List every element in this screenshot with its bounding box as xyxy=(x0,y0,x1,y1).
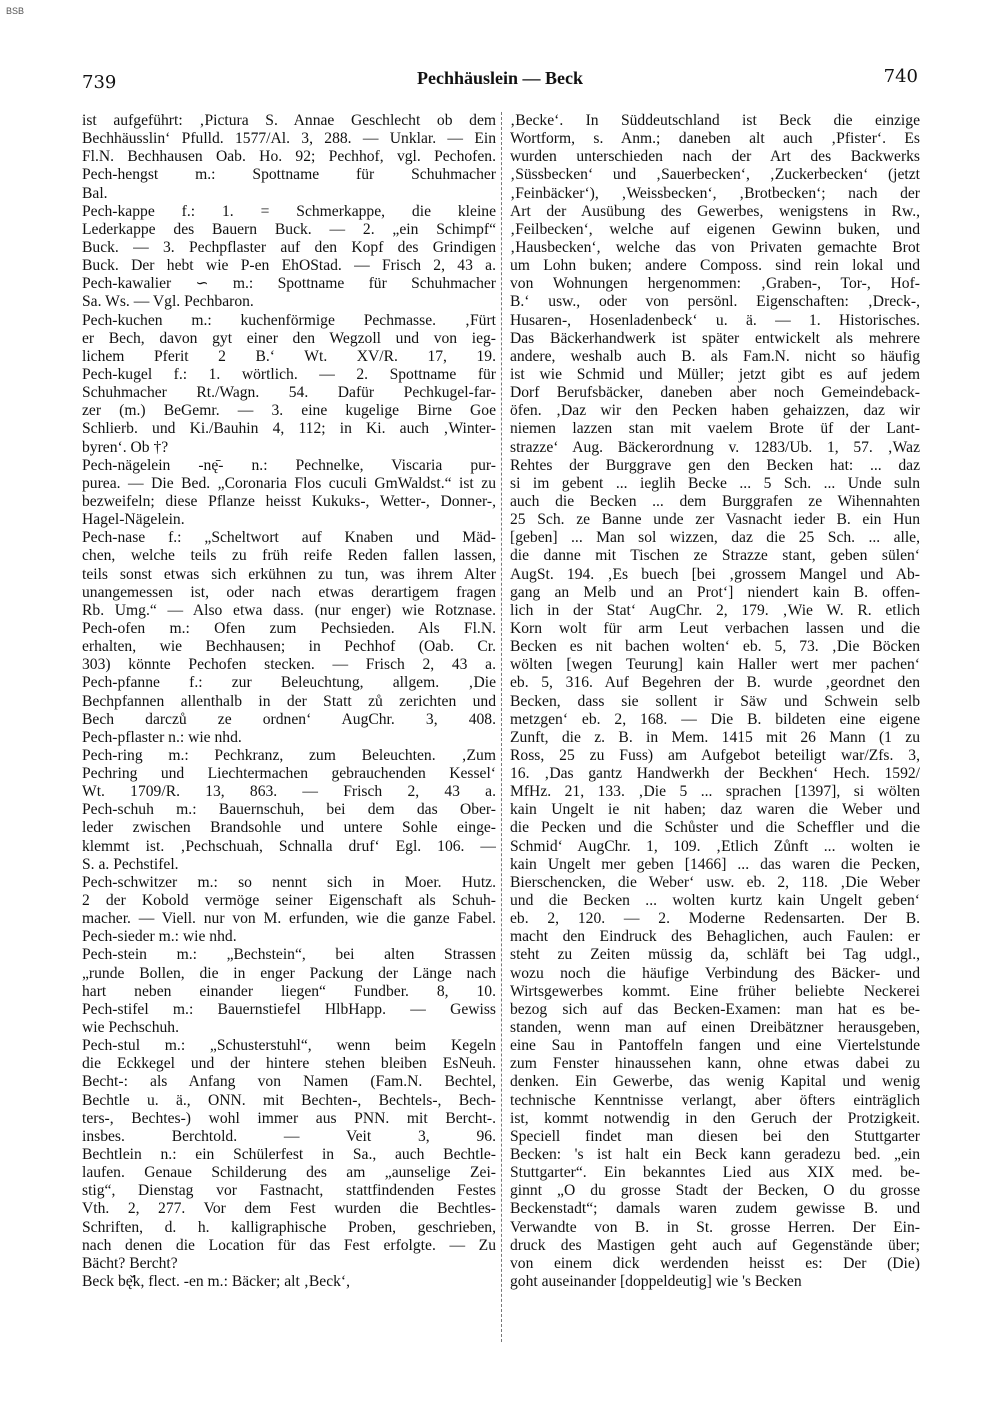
text-line: Dorf Berufsbäcker, daneben aber noch Gemeindeback- xyxy=(510,384,920,402)
text-line: teils sonst etwas sich erkühnen zu tun, was ihrem Alter xyxy=(82,565,496,583)
text-line: ters-, Bechtes-) wohl immer aus PNN. mit Bercht-. xyxy=(82,1109,496,1127)
text-line: ‚Becke‘. In Süddeutschland ist Beck die einzige xyxy=(510,112,920,129)
right-column xyxy=(510,112,920,1291)
text-line: B.‘ usw., oder von persönl. Eigenschaften: ‚Dreck-, xyxy=(510,293,920,311)
text-line: 25 Sch. ze Banne unde zer Vasnacht ieder B. ein Hun xyxy=(510,511,920,529)
text-line: Pech-kappe f.: 1. = Schmerkappe, die kleine xyxy=(82,202,496,220)
running-head: Pechhäuslein — Beck xyxy=(416,68,583,88)
text-line: Bechhäusslin‘ Pfulld. 1577/Al. 3, 288. — Unklar. — Ein xyxy=(82,130,496,148)
text-line: eb. 5, 316. Auf Begehren der B. wurde ‚geordnet den xyxy=(510,674,920,692)
text-line: Hagel-Nägelein. xyxy=(82,511,185,529)
text-line: Bal. xyxy=(82,184,108,202)
text-line: denken. Ein Gewerbe, das wenig Kapital und wenig xyxy=(510,1073,920,1091)
text-line: macher. — Viell. nur von M. erfunden, wie die ganze Fabel. xyxy=(82,910,496,928)
text-line: stig“, Dienstag vor Fastnacht, stattfindenden Festes xyxy=(82,1182,496,1200)
text-line: Sa. Ws. — Vgl. Pechbaron. xyxy=(82,293,254,311)
text-line: hart neben einander liegen“ Fundber. 8, 10. xyxy=(82,982,496,1000)
text-line: Ross, 25 zu Fuss) am Aufgebot beteiligt war/Zfs. 3, xyxy=(510,746,920,764)
text-line: auch die Becken ... dem Burggrafen ze Wihennahten xyxy=(510,492,920,510)
text-line: metzgen‘ eb. 2, 168. — Die B. bildeten eine eigene xyxy=(510,710,920,728)
page-header xyxy=(82,66,918,96)
text-line: Bächt? Bercht? xyxy=(82,1254,178,1272)
text-line: AugSt. 194. ‚Es buech [bei ‚grossem Mangel und Ab- xyxy=(510,565,920,583)
text-line: ist wie Schmid und Müller; jetzt gibt es auf jedem xyxy=(510,365,920,383)
text-line: Vth. 2, 277. Vor dem Fest wurden die Bechtles- xyxy=(82,1200,496,1218)
text-line: strazze‘ Aug. Bäckerordnung v. 1283/Ub. 1, 57. ‚Waz xyxy=(510,438,920,456)
text-line: insbes. Berchtold. — Veit 3, 96. xyxy=(82,1127,496,1145)
text-line: Beck bę̌k, flect. -en m.: Bäcker; alt ‚Beck‘, xyxy=(82,1273,351,1290)
text-line: Buck. — 3. Pechpflaster auf den Kopf des Grindigen xyxy=(82,238,496,256)
text-line: ‚Feilbecken‘, welche auf eigenen Gewinn buken, und xyxy=(510,220,920,238)
text-line: niemen lazzen stan mit vaelem Brote üf der Lant- xyxy=(510,420,920,438)
text-line: lich in der Stat‘ AugChr. 2, 179. ‚Wie W. R. etlich xyxy=(510,601,920,619)
text-line: standen, wenn man auf einen Dreibätzner herausgeben, xyxy=(510,1019,920,1037)
text-line: ‚Süssbecken‘ und ‚Sauerbecken‘, ‚Zuckerbecken‘ (jetzt xyxy=(510,166,920,184)
text-line: Wortform, s. Anm.; daneben alt auch ‚Pfister‘. Es xyxy=(510,130,920,148)
text-line: Fl.N. Bechhausen Oab. Ho. 92; Pechhof, vgl. Pechofen. xyxy=(82,148,496,166)
text-line: Pech-hengst m.: Spottname für Schuhmacher xyxy=(82,166,496,184)
text-line: zum Fenster hinaussehen kann, ohne etwas dabei zu xyxy=(510,1055,920,1073)
text-line: „runde Bollen, die in enger Packung der Länge nach xyxy=(82,964,496,982)
text-line: Pech-pfanne f.: zur Beleuchtung, allgem. ‚Die xyxy=(82,674,496,692)
text-line: S. a. Pechstifel. xyxy=(82,855,179,873)
text-line: Becken: 's ist halt ein Beck kann geradezu bed. „ein xyxy=(510,1146,920,1164)
text-line: Stuttgarter“. Ein bekanntes Lied aus XIX med. be- xyxy=(510,1164,920,1182)
text-line: Schriften, d. h. kalligraphische Proben, geschrieben, xyxy=(82,1218,496,1236)
text-line: druck des Mastigen geht auch auf Gegenstände über; xyxy=(510,1236,920,1254)
text-line: unangemessen ist, oder nach etwas derartigem fragen xyxy=(82,583,496,601)
text-line: Pech-schwitzer m.: so nennt sich in Moer. Hutz. xyxy=(82,873,496,891)
text-line: er Bech, davon gyt einer den Wegzoll und von ieg- xyxy=(82,329,496,347)
text-line: die danne mit Tischen ze Strazze stant, geben sülen‘ xyxy=(510,547,920,565)
text-line: die Eckkegel und der hintere stehen bleiben EsNeuh. xyxy=(82,1055,496,1073)
text-line: Rehtes der Burggrave gen den Becken hat: ... daz xyxy=(510,456,920,474)
text-line: Pech-schuh m.: Bauernschuh, bei dem das Ober- xyxy=(82,801,496,819)
text-line: Verwandte von B. in St. grosse Herren. Der Ein- xyxy=(510,1218,920,1236)
text-line: wozu noch die häufige Verbindung des Bäcker- und xyxy=(510,964,920,982)
text-line: Pech-nägelein -nę̄- n.: Pechnelke, Viscaria pur- xyxy=(82,456,496,474)
text-line: Pech-stifel m.: Bauernstiefel HlbHapp. — Gewiss xyxy=(82,1000,496,1018)
text-line: öfen. ‚Daz wir den Pecken haben gehaizzen, daz wir xyxy=(510,402,920,420)
text-line: klemmt ist. ‚Pechschuah, Schnalla druf‘ Egl. 106. — xyxy=(82,837,496,855)
text-line: Pech-ofen m.: Ofen zum Pechsieden. Als Fl.N. xyxy=(82,619,496,637)
text-line: Bechpfannen allenthalb in der Statt zů zerichten und xyxy=(82,692,496,710)
text-line: von Wohnungen hergenommen: ‚Graben-, Tor-, Hof- xyxy=(510,275,920,293)
text-line: ginnt „O du grosse Stadt der Becken, O du grosse xyxy=(510,1182,920,1200)
text-line: nach denen die Location für das Fest erfolgte. — Zu xyxy=(82,1236,496,1254)
text-line: Das Bäckerhandwerk ist später entwickelt als mehrere xyxy=(510,329,920,347)
library-stamp: BSB xyxy=(6,6,25,16)
text-line: Art der Ausübung des Gewerbes, wenigstens in Rw., xyxy=(510,202,920,220)
text-line: Speciell findet man diesen bei den Stuttgarter xyxy=(510,1127,920,1145)
text-line: Pech-stein m.: „Bechstein“, bei alten Strassen xyxy=(82,946,496,964)
text-line: eb. 2, 120. — 2. Moderne Redensarten. Der B. xyxy=(510,910,920,928)
text-line: und die Becken ... wolten kurtz kain Ungelt geben‘ xyxy=(510,892,920,910)
text-line: Becht-: als Anfang von Namen (Fam.N. Bechtel, xyxy=(82,1073,496,1091)
text-line: bezweifeln; diese Pflanze heisst Kukuks-, Wetter-, Donner-, xyxy=(82,492,496,510)
text-line: si im gebent ... ieglih Becke ... 5 Sch. ... Unde suln xyxy=(510,474,920,492)
text-line: Wirtsgewerbes kommt. Eine früher beliebte Neckerei xyxy=(510,982,920,1000)
text-line: Schlierb. und Ki./Bauhin 4, 112; in Ki. auch ‚Winter- xyxy=(82,420,496,438)
text-line: ‚Feinbäcker‘), ‚Weissbecken‘, ‚Brotbecken‘; nach der xyxy=(510,184,920,202)
text-line: bezog sich auf das Becken-Examen: man hat es be- xyxy=(510,1000,920,1018)
page-number-right: 740 xyxy=(883,66,918,87)
text-line: ‚Hausbecken‘, welche das von Privaten gemachte Brot xyxy=(510,238,920,256)
text-line: ist aufgeführt: ‚Pictura S. Annae Geschlecht ob dem xyxy=(82,112,496,129)
page-number-left: 739 xyxy=(82,72,117,93)
text-line: technische Kenntnisse verlangt, aber öfters einträglich xyxy=(510,1091,920,1109)
text-line: Becken, dass sie sollent ir Säw und Schwein selb xyxy=(510,692,920,710)
text-line: lichem Pferit 2 B.‘ Wt. XV/R. 17, 19. xyxy=(82,347,496,365)
text-line: byren‘. Ob †? xyxy=(82,438,169,456)
text-line: Pech-kuchen m.: kuchenförmige Pechmasse. ‚Fürt xyxy=(82,311,496,329)
text-line: steht zu Zeiten müssig da, schläft bei Tag udgl., xyxy=(510,946,920,964)
text-line: die Pecken und die Schůster und die Scheffler und die xyxy=(510,819,920,837)
text-line: MfHz. 21, 133. ‚Die 5 ... sprachen [1397], si wölten xyxy=(510,783,920,801)
text-line: macht den Eindruck des Behaglichen, auch Faulen: er xyxy=(510,928,920,946)
column-divider xyxy=(501,112,502,1342)
text-line: wölten [wegen Teurung] kain Haller wert mer pachen‘ xyxy=(510,656,920,674)
text-line: goht auseinander [doppeldeutig] wie 's Becken xyxy=(510,1273,802,1290)
text-line: Bechtlein n.: ein Schülerfest in Sa., auch Bechtle- xyxy=(82,1146,496,1164)
text-line: ist, kommt notwendig in den Geruch der Protzigkeit. xyxy=(510,1109,920,1127)
text-line: Schuhmacher Rt./Wagn. 54. Dafür Pechkugel-far- xyxy=(82,384,496,402)
text-line: zer (m.) BeGemr. — 3. eine kugelige Birne Goe xyxy=(82,402,496,420)
text-line: andere, weshalb auch B. als Fam.N. nicht so häufig xyxy=(510,347,920,365)
text-line: Becken es nit bachen wolten‘ eb. 5, 73. ‚Die Böcken xyxy=(510,638,920,656)
text-line: Pech-pflaster n.: wie nhd. xyxy=(82,728,242,746)
text-line: Lederkappe des Bauern Buck. — 2. „ein Schimpf“ xyxy=(82,220,496,238)
text-line: Pechring und Liechtermachen gebrauchenden Kessel‘ xyxy=(82,765,496,783)
text-line: Beckenstadt“; damals waren zudem gewisse B. und xyxy=(510,1200,920,1218)
text-line: Korn wolt für arm Leut verbachen lassen und die xyxy=(510,619,920,637)
text-line: gang an Melb und an Prot‘] niendert kain B. offen- xyxy=(510,583,920,601)
text-line: purea. — Die Bed. „Coronaria Flos cuculi GmWaldst.“ ist zu xyxy=(82,474,496,492)
text-line: Rb. Umg.“ — Also etwa dass. (nur enger) wie Rotznase. xyxy=(82,601,496,619)
text-line: Bech darczů ze ordnen‘ AugChr. 3, 408. xyxy=(82,710,496,728)
text-line: Pech-kugel f.: 1. wörtlich. — 2. Spottname für xyxy=(82,365,496,383)
text-line: Wt. 1709/R. 13, 863. — Frisch 2, 43 a. xyxy=(82,783,496,801)
text-line: Pech-ring m.: Pechkranz, zum Beleuchten. ‚Zum xyxy=(82,746,496,764)
text-line: wie Pechschuh. xyxy=(82,1019,180,1037)
text-line: von einem dick werdenden heisst es: Der (Die) xyxy=(510,1254,920,1272)
text-line: erhalten, wie Bechhausen; in Pechhof (Oab. Cr. xyxy=(82,638,496,656)
text-line: laufen. Genaue Schilderung des am „aunselige Zei- xyxy=(82,1164,496,1182)
text-line: 16. ‚Das gantz Handwerkh der Beckhen‘ Hech. 1592/ xyxy=(510,765,920,783)
text-line: um Lohn buken; andere Composs. sind rein lokal und xyxy=(510,257,920,275)
text-line: Bechtle u. ä., ONN. mit Bechten-, Bechtels-, Bech- xyxy=(82,1091,496,1109)
text-line: Bierschencken, die Weber‘ usw. eb. 2, 118. ‚Die Weber xyxy=(510,873,920,891)
text-line: kain Ungelt mer geben [1466] ... das waren die Pecken, xyxy=(510,855,920,873)
text-line: Pech-nase f.: „Scheltwort auf Knaben und Mäd- xyxy=(82,529,496,547)
text-line: wurden unterschieden nach der Art des Backwerks xyxy=(510,148,920,166)
text-line: Buck. Der hebt wie P-en EhOStad. — Frisch 2, 43 a. xyxy=(82,257,496,275)
left-column xyxy=(82,112,496,1291)
text-line: leder zwischen Brandsohle und untere Sohle einge- xyxy=(82,819,496,837)
text-line: Husaren-, Hosenladenbeck‘ u. ä. — 1. Historisches. xyxy=(510,311,920,329)
text-line: Schmid‘ AugChr. 1, 109. ‚Etlich Zůnft ... wolten ie xyxy=(510,837,920,855)
text-line: Zunft, die z. B. in Mem. 1415 mit 26 Mann (1 zu xyxy=(510,728,920,746)
text-line: eine Sau in Pantoffeln fangen und eine Viertelstunde xyxy=(510,1037,920,1055)
text-line: Pech-stul m.: „Schusterstuhl“, wenn beim Kegeln xyxy=(82,1037,496,1055)
text-line: [geben] ... Man sol wizzen, daz die 25 Sch. ... alle, xyxy=(510,529,920,547)
text-line: 303) könnte Pechofen stecken. — Frisch 2, 43 a. xyxy=(82,656,496,674)
text-line: kain Ungelt ie nit haben; daz waren die Weber und xyxy=(510,801,920,819)
text-line: chen, welche teils zu früh reife Reden fallen lassen, xyxy=(82,547,496,565)
text-line: 2 der Kobold vermöge seiner Eigenschaft als Schuh- xyxy=(82,892,496,910)
text-line: Pech-sieder m.: wie nhd. xyxy=(82,928,237,946)
text-line: Pech-kawalier ∽ m.: Spottname für Schuhmacher xyxy=(82,275,496,293)
